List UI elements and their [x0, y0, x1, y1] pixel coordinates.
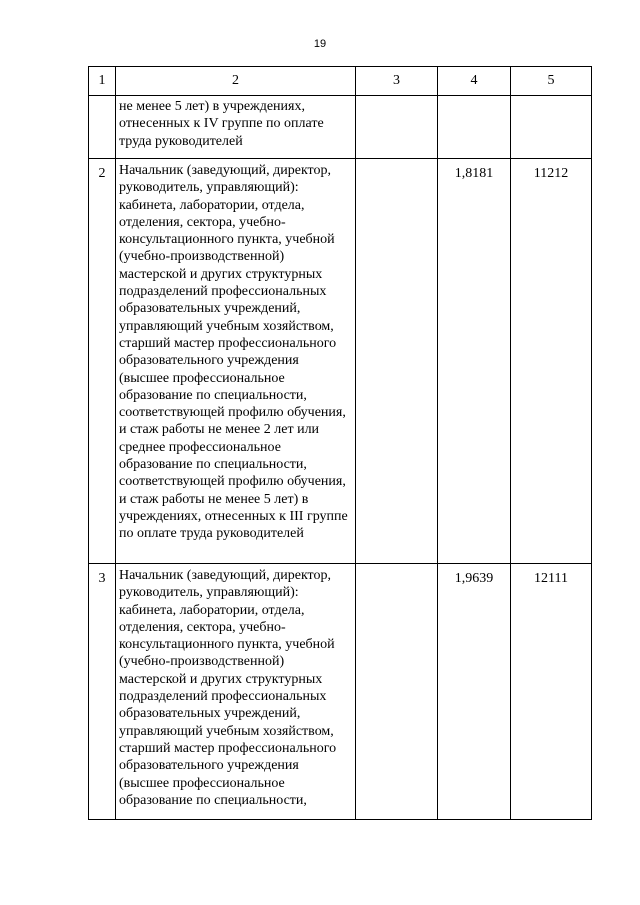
header-cell-1: 1: [89, 67, 116, 96]
column-3-value: [356, 564, 438, 820]
column-3-value: [356, 96, 438, 159]
position-description: не менее 5 лет) в учреждениях, отнесенных к IV группе по оплате труда руководителей: [116, 96, 356, 159]
salary-value: [511, 96, 592, 159]
header-cell-5: 5: [511, 67, 592, 96]
table-row: [89, 96, 592, 159]
row-number: 3: [89, 564, 116, 820]
coefficient-value: [438, 96, 511, 159]
coefficient-value: 1,9639: [438, 564, 511, 820]
column-3-value: [356, 159, 438, 564]
position-description: Начальник (заведующий, директор, руководитель, управляющий): кабинета, лаборатории, отдела, отделения, сектора, учебно-консультационного пункта, учебной (учебно-производственной) мастерской и других структурных подразделений профессиональных образовательных учреждений, управляющий учебным хозяйством, старший мастер профессионального образовательного учреждения (высшее профессиональное образование по специальности,: [116, 564, 356, 820]
position-description: Начальник (заведующий, директор, руководитель, управляющий): кабинета, лаборатории, отдела, отделения, сектора, учебно-консультационного пункта, учебной (учебно-производственной) мастерской и других структурных подразделений профессиональных образовательных учреждений, управляющий учебным хозяйством, старший мастер профессионального образовательного учреждения (высшее профессиональное образование по специальности, соответствующей профилю обучения, и стаж работы не менее 2 лет или среднее профессиональное образование по специальности, соответствующей профилю обучения, и стаж работы не менее 5 лет) в учреждениях, отнесенных к III группе по оплате труда руководителей: [116, 159, 356, 564]
header-cell-4: 4: [438, 67, 511, 96]
table-header-row: [89, 67, 592, 96]
salary-value: 11212: [511, 159, 592, 564]
table-row: [89, 564, 592, 820]
header-cell-2: 2: [116, 67, 356, 96]
coefficient-value: 1,8181: [438, 159, 511, 564]
page-number: 19: [313, 38, 327, 50]
table-row: [89, 159, 592, 564]
row-number: 2: [89, 159, 116, 564]
salary-value: 12111: [511, 564, 592, 820]
header-cell-3: 3: [356, 67, 438, 96]
row-number: [89, 96, 116, 159]
salary-table: [88, 66, 592, 820]
